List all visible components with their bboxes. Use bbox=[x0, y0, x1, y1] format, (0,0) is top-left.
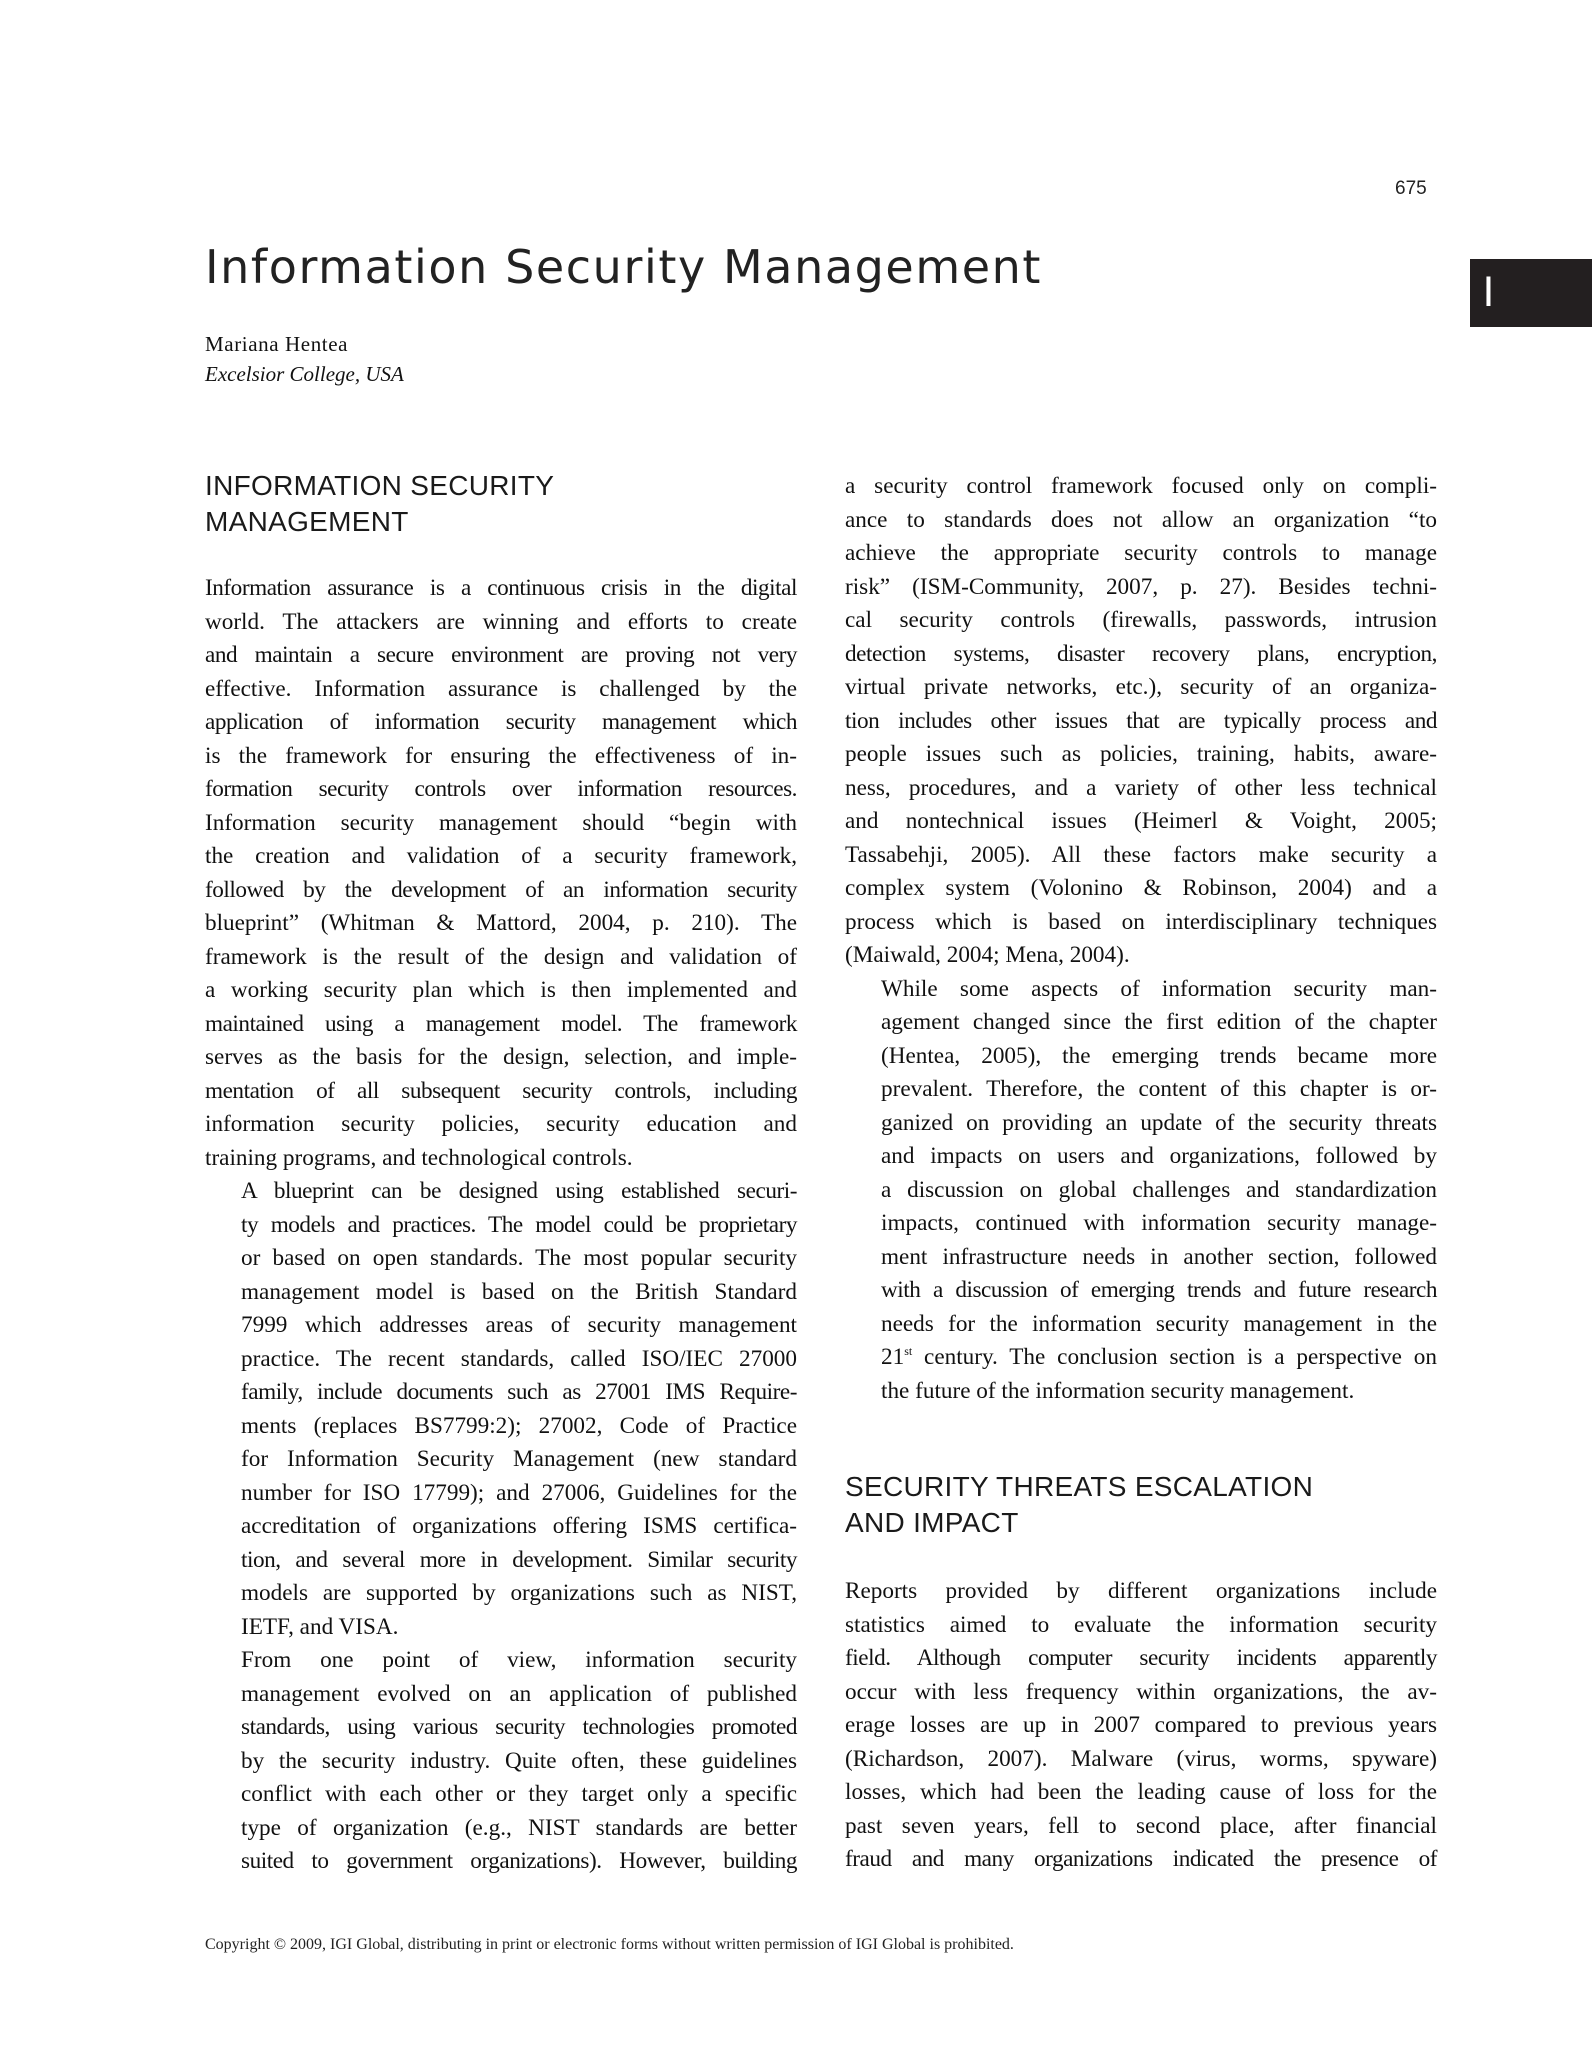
text-line: impacts, continued with information security manage- bbox=[881, 1210, 1437, 1236]
paragraph-blueprint bbox=[205, 1175, 797, 1644]
left-column bbox=[205, 468, 797, 1879]
text-line: process which is based on interdisciplinary techniques bbox=[845, 908, 1437, 935]
text-line: information security policies, security education and bbox=[205, 1111, 797, 1137]
text-line: management model is based on the British Standard bbox=[241, 1278, 797, 1305]
paragraph-info-assurance bbox=[205, 572, 797, 1175]
heading-line: AND IMPACT bbox=[845, 1507, 1019, 1538]
text-line: prevalent. Therefore, the content of this chapter is or- bbox=[881, 1076, 1437, 1102]
text-line: application of information security management which bbox=[205, 709, 797, 735]
text-line: cal security controls (firewalls, passwords, intrusion bbox=[845, 607, 1437, 633]
text-line: suited to government organizations). However, building bbox=[241, 1848, 797, 1874]
text-line: by the security industry. Quite often, these guidelines bbox=[241, 1747, 797, 1774]
section-heading-information-security-management bbox=[205, 468, 797, 540]
century-ordinal-suffix: st bbox=[904, 1344, 913, 1358]
text-line: statistics aimed to evaluate the information security bbox=[845, 1611, 1437, 1638]
text-line: practice. The recent standards, called ISO/IEC 27000 bbox=[241, 1345, 797, 1372]
text-line: a security control framework focused only on compli- bbox=[845, 473, 1437, 499]
heading-line: MANAGEMENT bbox=[205, 506, 409, 537]
text-line: management evolved on an application of published bbox=[241, 1680, 797, 1707]
text-line: the creation and validation of a security framework, bbox=[205, 843, 797, 869]
text-line: ment infrastructure needs in another section, followed bbox=[881, 1243, 1437, 1270]
text-line: mentation of all subsequent security controls, including bbox=[205, 1077, 797, 1104]
article-title: Information Security Management bbox=[205, 240, 1043, 294]
text-line: Tassabehji, 2005). All these factors make security a bbox=[845, 841, 1437, 868]
text-line: ness, procedures, and a variety of other less technical bbox=[845, 774, 1437, 801]
author-name: Mariana Hentea bbox=[205, 332, 349, 356]
text-line: or based on open standards. The most popular security bbox=[241, 1245, 797, 1271]
text-line: losses, which had been the leading cause of loss for the bbox=[845, 1779, 1437, 1805]
text-line: is the framework for ensuring the effectiveness of in- bbox=[205, 742, 797, 769]
text-line: field. Although computer security incidents apparently bbox=[845, 1645, 1437, 1671]
copyright-footer: Copyright © 2009, IGI Global, distributing in print or electronic forms without written permission of IGI Global is prohibited. bbox=[205, 1936, 1014, 1953]
thumb-tab-letter: I bbox=[1482, 268, 1495, 316]
text-line: and maintain a secure environment are proving not very bbox=[205, 642, 797, 668]
text-line: (Hentea, 2005), the emerging trends became more bbox=[881, 1042, 1437, 1069]
text-line: 7999 which addresses areas of security management bbox=[241, 1312, 797, 1338]
text-line: detection systems, disaster recovery plans, encryption, bbox=[845, 640, 1437, 667]
text-line: ganized on providing an update of the security threats bbox=[881, 1109, 1437, 1136]
century-number: 21 bbox=[881, 1344, 905, 1370]
text-line: Information security management should “begin with bbox=[205, 809, 797, 836]
text-line: number for ISO 17799); and 27006, Guidelines for the bbox=[241, 1479, 797, 1506]
paragraph-reports bbox=[845, 1575, 1437, 1877]
text-line: ments (replaces BS7799:2); 27002, Code of Practice bbox=[241, 1412, 797, 1439]
heading-line: SECURITY THREATS ESCALATION bbox=[845, 1471, 1314, 1502]
text-line: (Maiwald, 2004; Mena, 2004). bbox=[845, 942, 1130, 968]
right-column bbox=[845, 470, 1437, 1877]
section-thumb-tab bbox=[1470, 259, 1592, 327]
century-line-rest: century. The conclusion section is a perspective on bbox=[912, 1344, 1437, 1370]
text-line-21st-century bbox=[845, 1341, 1437, 1375]
text-line: and impacts on users and organizations, followed by bbox=[881, 1143, 1437, 1169]
text-line: type of organization (e.g., NIST standards are better bbox=[241, 1814, 797, 1841]
text-line: models are supported by organizations such as NIST, bbox=[241, 1580, 797, 1606]
author-affiliation: Excelsior College, USA bbox=[205, 362, 404, 386]
text-line: effective. Information assurance is challenged by the bbox=[205, 675, 797, 702]
text-line: world. The attackers are winning and efforts to create bbox=[205, 608, 797, 635]
text-line: with a discussion of emerging trends and future research bbox=[881, 1277, 1437, 1303]
text-line: agement changed since the first edition of the chapter bbox=[881, 1009, 1437, 1035]
text-line: a discussion on global challenges and standardization bbox=[881, 1176, 1437, 1203]
text-line: IETF, and VISA. bbox=[241, 1613, 399, 1640]
text-line: A blueprint can be designed using established securi- bbox=[241, 1178, 797, 1204]
heading-line: INFORMATION SECURITY bbox=[205, 470, 555, 501]
text-line: and nontechnical issues (Heimerl & Voight, 2005; bbox=[845, 808, 1437, 834]
text-line: people issues such as policies, training, habits, aware- bbox=[845, 741, 1437, 767]
text-line: training programs, and technological controls. bbox=[205, 1144, 633, 1171]
text-line: needs for the information security management in the bbox=[881, 1310, 1437, 1337]
text-line: past seven years, fell to second place, after financial bbox=[845, 1812, 1437, 1839]
text-line: family, include documents such as 27001 IMS Require- bbox=[241, 1379, 797, 1405]
text-line: Information assurance is a continuous crisis in the digital bbox=[205, 575, 797, 601]
text-line: conflict with each other or they target only a specific bbox=[241, 1781, 797, 1807]
section-heading-security-threats bbox=[845, 1469, 1437, 1541]
text-line: maintained using a management model. The framework bbox=[205, 1010, 797, 1037]
text-line: risk” (ISM-Community, 2007, p. 27). Besides techni- bbox=[845, 573, 1437, 600]
text-line: virtual private networks, etc.), security of an organiza- bbox=[845, 674, 1437, 700]
text-line: complex system (Volonino & Robinson, 2004) and a bbox=[845, 875, 1437, 901]
text-line: Reports provided by different organizations include bbox=[845, 1578, 1437, 1604]
paragraph-point-of-view-continued bbox=[845, 470, 1437, 973]
text-line: tion, and several more in development. Similar security bbox=[241, 1546, 797, 1573]
text-line: (Richardson, 2007). Malware (virus, worms, spyware) bbox=[845, 1745, 1437, 1772]
text-line: achieve the appropriate security controls to manage bbox=[845, 540, 1437, 566]
text-line: a working security plan which is then implemented and bbox=[205, 977, 797, 1003]
paragraph-emerging-trends bbox=[845, 973, 1437, 1409]
text-line: for Information Security Management (new standard bbox=[241, 1446, 797, 1472]
text-line: occur with less frequency within organizations, the av- bbox=[845, 1678, 1437, 1705]
text-line: ty models and practices. The model could be proprietary bbox=[241, 1211, 797, 1238]
text-line: fraud and many organizations indicated the presence of bbox=[845, 1846, 1437, 1872]
text-line: the future of the information security management. bbox=[881, 1377, 1355, 1404]
paragraph-point-of-view bbox=[205, 1644, 797, 1879]
page-number: 675 bbox=[1395, 178, 1427, 199]
text-line: followed by the development of an information security bbox=[205, 876, 797, 903]
text-line: blueprint” (Whitman & Mattord, 2004, p. 210). The bbox=[205, 910, 797, 936]
text-line: ance to standards does not allow an organization “to bbox=[845, 506, 1437, 533]
text-line: From one point of view, information security bbox=[241, 1647, 797, 1673]
text-line: serves as the basis for the design, selection, and imple- bbox=[205, 1044, 797, 1070]
text-line: While some aspects of information security man- bbox=[881, 975, 1437, 1002]
text-line: accreditation of organizations offering ISMS certifica- bbox=[241, 1513, 797, 1539]
text-line: tion includes other issues that are typically process and bbox=[845, 707, 1437, 734]
text-line: standards, using various security technologies promoted bbox=[241, 1714, 797, 1740]
text-line: erage losses are up in 2007 compared to previous years bbox=[845, 1712, 1437, 1738]
text-line: formation security controls over information resources. bbox=[205, 776, 797, 802]
text-line: framework is the result of the design and validation of bbox=[205, 943, 797, 970]
